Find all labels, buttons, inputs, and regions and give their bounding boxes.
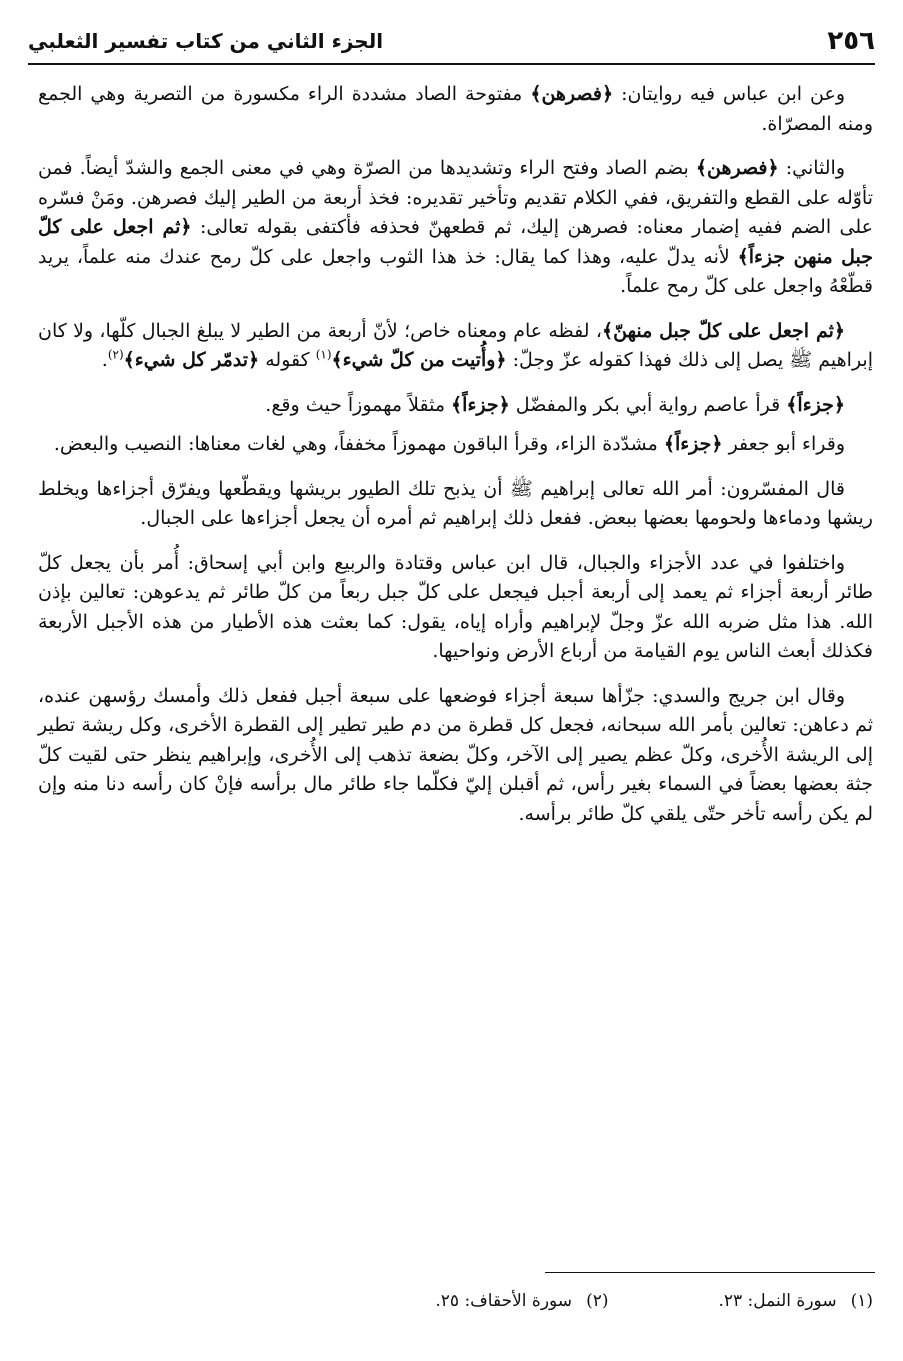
quranic-reference: ﴿وأُتيت من كلّ شيء﴾ (331, 349, 507, 371)
paragraph-3 (38, 317, 873, 376)
quranic-reference: ﴿جزءاً﴾ (786, 393, 845, 416)
page-header (28, 18, 875, 58)
paragraph-text: وقراء أبو جعفر (722, 433, 845, 455)
footnote-1 (718, 1288, 873, 1314)
running-title: الجزء الثاني من كتاب تفسير الثعلبي (28, 29, 384, 53)
paragraph-2 (38, 154, 873, 302)
paragraph-text: قرأ عاصم رواية أبي بكر والمفضّل (509, 393, 787, 416)
quranic-reference: ﴿فصرهن﴾ (695, 157, 779, 179)
footnote-2 (435, 1288, 608, 1314)
paragraph-text: . (101, 349, 108, 371)
paragraph-text: مثقلاً مهموزاً حيث وقع. (265, 393, 452, 416)
footnote-marker: (٢) (107, 347, 124, 362)
paragraph-4 (38, 391, 873, 421)
footnote-number: (٢) (586, 1291, 609, 1311)
paragraph-text: بضم الصاد وفتح الراء وتشديدها من الصرّة وهي في معنى الجمع والشدّ أيضاً. فمن تأوّله على القطع والتفريق، ففي الكلام تقديم وتأخير تقديره: فخذ أربعة من الطير إليك فصرهن. ومَنْ فسّره على الضم ففيه إضمار معناه: فصرهن إليك، ثم قطعهنّ فحذفه فأكتفى بقوله تعالى: (38, 157, 873, 238)
footnote-text: سورة الأحقاف: ٢٥. (435, 1291, 573, 1311)
footnote-number: (١) (850, 1291, 873, 1311)
paragraph-1 (38, 80, 873, 139)
page-number: ٢٥٦ (827, 26, 875, 56)
footnotes (38, 1288, 873, 1314)
paragraph-text: مفتوحة الصاد مشددة الراء مكسورة من التصرية وهي الجمع ومنه المصرّاة. (38, 83, 873, 135)
paragraph-text: والثاني: (778, 157, 845, 179)
paragraph-text: وعن ابن عباس فيه روايتان: (613, 83, 845, 105)
header-rule (28, 63, 875, 65)
paragraph-text: لأنه يدلّ عليه، وهذا كما يقال: خذ هذا الثوب واجعل على كلّ رمح عندك منه علماً، يريد قطّعْهُ واجعل على كلّ رمح علماً. (38, 245, 873, 297)
body-text (38, 80, 873, 844)
quranic-reference: ﴿جزءاً﴾ (451, 393, 510, 416)
paragraph-6: قال المفسّرون: أمر الله تعالى إبراهيم ﷺ أن يذبح تلك الطيور بريشها ويقطّعها ويفرّق أجزاءها ويخلط ريشها ودماءها ولحومها بعضها ببعض. ففعل ذلك إبراهيم ثم أمره أن يجعل أجزاءها على الجبال. (38, 477, 873, 529)
quranic-reference: ﴿تدمّر كل شيء﴾ (123, 349, 260, 371)
paragraph-5 (38, 430, 873, 460)
quranic-reference: ﴿جزءاً﴾ (663, 433, 723, 455)
paragraph-text: ، لفظه عام ومعناه خاص؛ لأنّ أربعة من الطير لا يبلغ الجبال كلّها، ولا كان إبراهيم ﷺ يصل إلى ذلك فهذا كقوله عزّ وجلّ: (38, 319, 873, 371)
quranic-reference: ﴿فصرهن﴾ (530, 83, 614, 105)
quranic-reference: ﴿ثم اجعل على كلّ جبل منهنّ﴾ (601, 319, 846, 342)
paragraph-text: كقوله (259, 349, 316, 371)
footnote-rule (545, 1272, 875, 1273)
paragraph-text: مشدّدة الزاء، وقرأ الباقون مهموزاً مخففاً، وهي لغات معناها: النصيب والبعض. (53, 433, 664, 455)
quranic-reference: ﴿ثم اجعل على كلّ جبل منهن جزءاً﴾ (38, 216, 873, 268)
footnote-marker: (١) (315, 347, 332, 362)
footnote-text: سورة النمل: ٢٣. (718, 1291, 837, 1311)
paragraph-8: وقال ابن جريج والسدي: جزّأها سبعة أجزاء فوضعها على سبعة أجبل ففعل ذلك وأمسك رؤسهن عنده، ثم دعاهن: تعالين بأمر الله سبحانه، فجعل كل قطرة من دم طير تطير إلى القطرة الأخرى، وكل ريشة تطير إلى الريشة الأُخرى، وكلّ عظم يصير إلى الآخر، وكلّ بضعة تذهب إلى الأُخرى، وإبراهيم ينظر حتى لقيت كلّ جثة بعضها بعضاً في السماء بغير رأس، ثم أقبلن إليّ فكلّما جاء طائر مال برأسه فإنْ كان رأسه دنا منه وإن لم يكن رأسه تأخر حتّى يلقي كلّ طائر برأسه. (38, 684, 873, 825)
paragraph-7: واختلفوا في عدد الأجزاء والجبال، قال ابن عباس وقتادة والربيع وابن أبي إسحاق: أُمر بأن يجعل كلّ طائر أربعة أجزاء ثم يعمد إلى أربعة أجبل فيجعل على كلّ جبل ربعاً من كلّ طائر ثم يدعوهن: تعالين بإذن الله. هذا مثل ضربه الله عزّ وجلّ لإبراهيم وأراه إياه، يقول: كما بعثت هذه الأطيار من هذه الأجبل الأربعة فكذلك أبعث الناس يوم القيامة من أرباع الأرض ونواحيها. (38, 551, 873, 662)
